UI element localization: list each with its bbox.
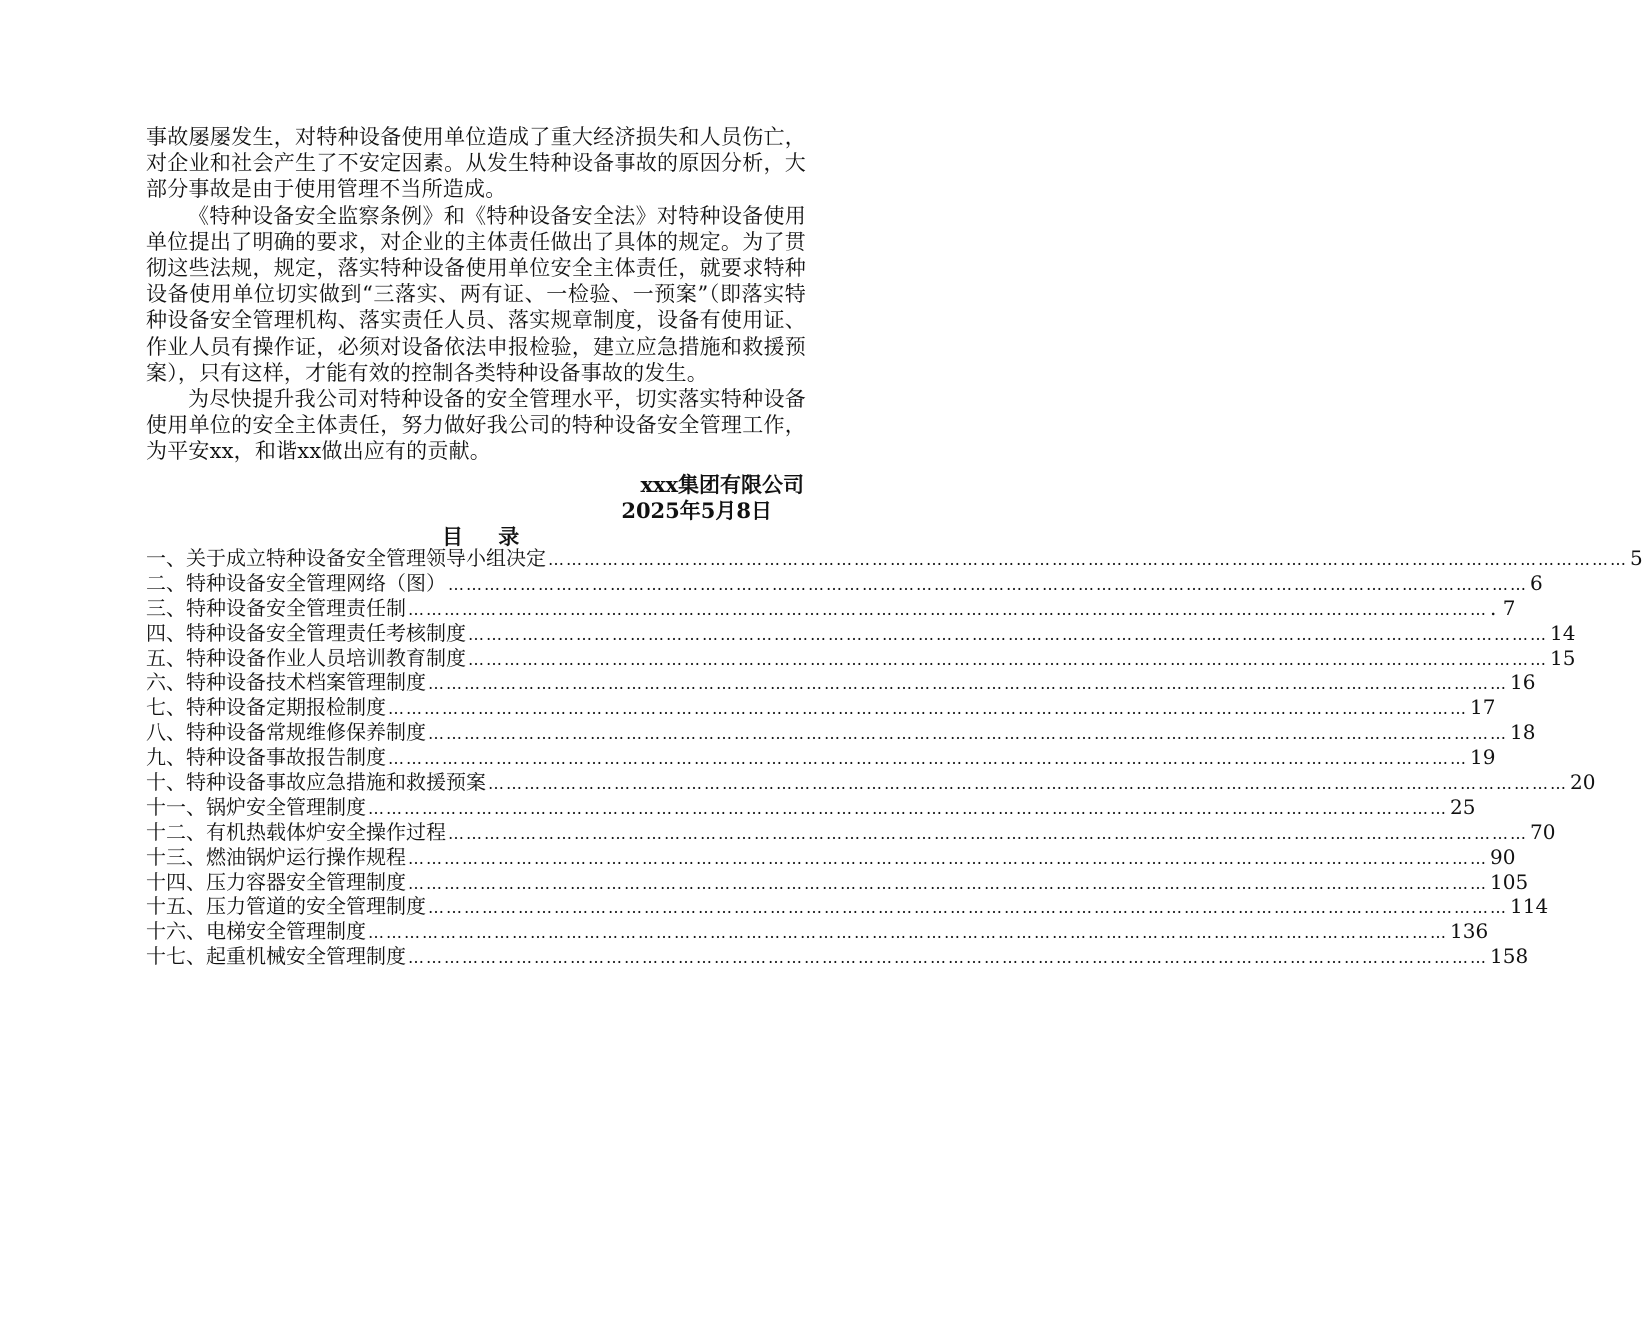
toc-entry[interactable] [146, 869, 1529, 895]
toc-entry-label: 四、特种设备安全管理责任考核制度 [146, 620, 466, 645]
toc-dot-leader: ……………………………………………………………………………………………………………………………………………………………… [548, 550, 1628, 569]
toc-entry[interactable] [146, 919, 1489, 944]
toc-dot-leader: ……………………………………………………………………………………………………………………………………………………………… [408, 873, 1488, 893]
toc-entry[interactable] [146, 570, 1543, 596]
toc-dot-leader: ……………………………………………………………………………………………………………………………………………………………… [388, 749, 1468, 769]
toc-dot-leader: ……………………………………………………………………………………………………………………………………………………………… [468, 649, 1548, 669]
toc-entry[interactable] [146, 720, 1536, 745]
toc-entry[interactable] [146, 645, 1576, 671]
toc-entry-label: 十五、压力管道的安全管理制度 [146, 894, 426, 919]
toc-dot-leader: ……………………………………………………………………………………………………………………………………………………………… [408, 848, 1488, 868]
toc-entry-label: 十三、燃油锅炉运行操作规程 [146, 844, 406, 869]
toc-dot-leader: ……………………………………………………………………………………………………………………………………………………………… [408, 948, 1488, 968]
paragraph: 为尽快提升我公司对特种设备的安全管理水平，切实落实特种设备使用单位的安全主体责任，努力做好我公司的特种设备安全管理工作，为平安xx，和谐xx做出应有的贡献。 [146, 387, 806, 464]
signature-company: xxx集团有限公司 [640, 472, 804, 497]
toc-entry[interactable] [146, 944, 1529, 969]
toc-dot-leader: ……………………………………………………………………………………………………………………………………………………………… [488, 774, 1568, 794]
toc-entry[interactable] [146, 745, 1496, 770]
toc-entry-label: 十、特种设备事故应急措施和救援预案 [146, 770, 486, 795]
body-text [146, 124, 806, 465]
toc-entry-page: 19 [1470, 745, 1496, 770]
toc-entry-page: . 7 [1490, 595, 1516, 620]
toc-entry-page: 5 [1630, 546, 1643, 570]
toc-entry[interactable] [146, 770, 1596, 795]
toc-entry-page: 90 [1490, 844, 1516, 869]
toc-entry-page: 136 [1450, 919, 1489, 944]
toc-entry-label: 九、特种设备事故报告制度 [146, 745, 386, 770]
toc-entry-page: 14 [1550, 620, 1576, 645]
toc-entry-page: 20 [1570, 770, 1596, 795]
toc-entry-label: 六、特种设备技术档案管理制度 [146, 670, 426, 695]
toc-entry-page: 15 [1550, 645, 1576, 670]
toc-entry-label: 十一、锅炉安全管理制度 [146, 794, 366, 819]
toc-entry[interactable] [146, 620, 1576, 646]
toc-entry-page: 105 [1490, 869, 1529, 894]
toc-dot-leader: ……………………………………………………………………………………………………………………………………………………………… [368, 923, 1448, 943]
toc-entry-label: 十二、有机热载体炉安全操作过程 [146, 819, 446, 844]
toc-entry-page: 114 [1510, 894, 1549, 919]
toc-dot-leader: ……………………………………………………………………………………………………………………………………………………………… [428, 724, 1508, 744]
toc-entry-page: 17 [1470, 695, 1496, 720]
toc-dot-leader: ……………………………………………………………………………………………………………………………………………………………… [468, 624, 1548, 644]
toc-entry[interactable] [146, 546, 1643, 571]
toc-entry[interactable] [146, 595, 1516, 621]
toc-entry-label: 七、特种设备定期报检制度 [146, 695, 386, 720]
toc-dot-leader: ……………………………………………………………………………………………………………………………………………………………… [428, 674, 1508, 694]
toc-entry-label: 二、特种设备安全管理网络（图） [146, 570, 446, 595]
paragraph: 事故屡屡发生，对特种设备使用单位造成了重大经济损失和人员伤亡，对企业和社会产生了不安定因素。从发生特种设备事故的原因分析，大部分事故是由于使用管理不当所造成。 [146, 125, 806, 202]
paragraph: 《特种设备安全监察条例》和《特种设备安全法》对特种设备使用单位提出了明确的要求，对企业的主体责任做出了具体的规定。为了贯彻这些法规，规定，落实特种设备使用单位安全主体责任，就要求特种设备使用单位切实做到“三落实、两有证、一检验、一预案”（即落实特种设备安全管理机构、落实责任人员、落实规章制度，设备有使用证、作业人员有操作证，必须对设备依法申报检验，建立应急措施和救援预案），只有这样，才能有效的控制各类特种设备事故的发生。 [146, 203, 806, 385]
toc-entry-label: 八、特种设备常规维修保养制度 [146, 720, 426, 745]
toc-entry[interactable] [146, 844, 1516, 870]
toc-entry-label: 五、特种设备作业人员培训教育制度 [146, 645, 466, 670]
toc-dot-leader: ……………………………………………………………………………………………………………………………………………………………… [428, 898, 1508, 918]
toc-dot-leader: ……………………………………………………………………………………………………………………………………………………………… [408, 599, 1488, 619]
toc-dot-leader: ……………………………………………………………………………………………………………………………………………………………… [448, 574, 1528, 594]
toc-entry-page: 158 [1490, 944, 1529, 969]
toc-entry-page: 16 [1510, 670, 1536, 695]
toc-dot-leader: ……………………………………………………………………………………………………………………………………………………………… [448, 823, 1528, 843]
table-of-contents [146, 546, 1643, 969]
toc-title: 目 录 [442, 524, 534, 549]
toc-entry-label: 一、关于成立特种设备安全管理领导小组决定 [146, 546, 546, 570]
toc-dot-leader: ……………………………………………………………………………………………………………………………………………………………… [388, 699, 1468, 719]
toc-entry-page: 25 [1450, 794, 1476, 819]
toc-dot-leader: ……………………………………………………………………………………………………………………………………………………………… [368, 798, 1448, 818]
toc-entry-label: 三、特种设备安全管理责任制 [146, 595, 406, 620]
toc-entry-label: 十四、压力容器安全管理制度 [146, 869, 406, 894]
toc-entry[interactable] [146, 670, 1536, 695]
toc-entry-page: 18 [1510, 720, 1536, 745]
signature-date: 2025年5月8日 [621, 498, 772, 523]
toc-entry-label: 十六、电梯安全管理制度 [146, 919, 366, 944]
toc-entry[interactable] [146, 819, 1556, 845]
toc-entry-page: 6 [1530, 570, 1543, 595]
toc-entry-page: 70 [1530, 819, 1556, 844]
toc-entry-label: 十七、起重机械安全管理制度 [146, 944, 406, 969]
toc-entry[interactable] [146, 794, 1476, 820]
toc-entry[interactable] [146, 894, 1549, 919]
toc-entry[interactable] [146, 695, 1496, 720]
